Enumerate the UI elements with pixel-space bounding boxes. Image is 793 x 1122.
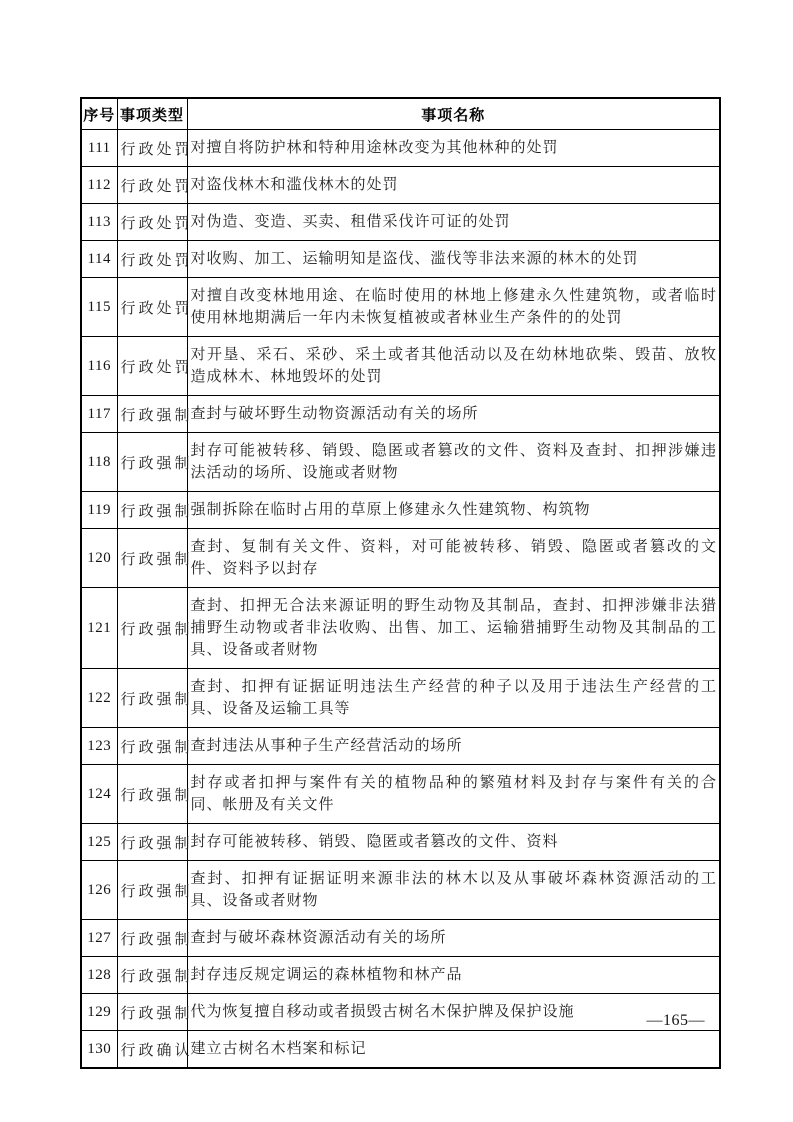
row-item-type: 行政处罚 <box>117 278 187 337</box>
row-item-name: 查封违法从事种子生产经营活动的场所 <box>187 728 720 765</box>
row-item-type: 行政处罚 <box>117 241 187 278</box>
table-row <box>81 204 720 241</box>
row-item-name: 对盗伐林木和滥伐林木的处罚 <box>187 167 720 204</box>
row-item-name: 查封、复制有关文件、资料，对可能被转移、销毁、隐匿或者篡改的文件、资料予以封存 <box>187 529 720 588</box>
table-row <box>81 1031 720 1069</box>
row-serial-number: 113 <box>81 204 117 241</box>
row-item-name: 封存可能被转移、销毁、隐匿或者篡改的文件、资料 <box>187 824 720 861</box>
row-item-name: 查封、扣押有证据证明违法生产经营的种子以及用于违法生产经营的工具、设备及运输工具等 <box>187 669 720 728</box>
items-table <box>80 97 721 1069</box>
table-row <box>81 337 720 396</box>
row-item-name: 对收购、加工、运输明知是盗伐、滥伐等非法来源的林木的处罚 <box>187 241 720 278</box>
row-serial-number: 127 <box>81 920 117 957</box>
row-item-type: 行政强制 <box>117 492 187 529</box>
table-row <box>81 167 720 204</box>
row-item-name: 对伪造、变造、买卖、租借采伐许可证的处罚 <box>187 204 720 241</box>
row-serial-number: 115 <box>81 278 117 337</box>
row-serial-number: 124 <box>81 765 117 824</box>
row-serial-number: 122 <box>81 669 117 728</box>
table-row <box>81 861 720 920</box>
row-item-name: 对擅自改变林地用途、在临时使用的林地上修建永久性建筑物，或者临时使用林地期满后一年内未恢复植被或者林业生产条件的的处罚 <box>187 278 720 337</box>
table-row <box>81 529 720 588</box>
row-item-type: 行政强制 <box>117 529 187 588</box>
row-serial-number: 125 <box>81 824 117 861</box>
table-row <box>81 765 720 824</box>
header-serial-number: 序号 <box>81 98 117 130</box>
table-row <box>81 957 720 994</box>
row-item-type: 行政强制 <box>117 994 187 1031</box>
table-row <box>81 396 720 433</box>
row-serial-number: 123 <box>81 728 117 765</box>
row-serial-number: 120 <box>81 529 117 588</box>
row-item-name: 封存或者扣押与案件有关的植物品种的繁殖材料及封存与案件有关的合同、帐册及有关文件 <box>187 765 720 824</box>
table-row <box>81 824 720 861</box>
row-serial-number: 126 <box>81 861 117 920</box>
row-serial-number: 112 <box>81 167 117 204</box>
row-serial-number: 111 <box>81 130 117 167</box>
row-item-type: 行政强制 <box>117 433 187 492</box>
row-item-type: 行政处罚 <box>117 204 187 241</box>
row-item-type: 行政强制 <box>117 920 187 957</box>
row-item-name: 对擅自将防护林和特种用途林改变为其他林种的处罚 <box>187 130 720 167</box>
row-item-name: 封存可能被转移、销毁、隐匿或者篡改的文件、资料及查封、扣押涉嫌违法活动的场所、设施或者财物 <box>187 433 720 492</box>
row-item-name: 查封与破坏野生动物资源活动有关的场所 <box>187 396 720 433</box>
table-header-row <box>81 98 720 130</box>
row-item-name: 建立古树名木档案和标记 <box>187 1031 720 1069</box>
table-row <box>81 920 720 957</box>
row-item-name: 代为恢复擅自移动或者损毁古树名木保护牌及保护设施 <box>187 994 720 1031</box>
row-item-type: 行政处罚 <box>117 130 187 167</box>
row-item-type: 行政强制 <box>117 861 187 920</box>
row-serial-number: 118 <box>81 433 117 492</box>
table-row <box>81 994 720 1031</box>
row-item-type: 行政处罚 <box>117 337 187 396</box>
table-row <box>81 492 720 529</box>
row-item-name: 强制拆除在临时占用的草原上修建永久性建筑物、构筑物 <box>187 492 720 529</box>
row-item-name: 查封、扣押无合法来源证明的野生动物及其制品，查封、扣押涉嫌非法猎捕野生动物或者非法收购、出售、加工、运输猎捕野生动物及其制品的工具、设备或者财物 <box>187 588 720 669</box>
row-serial-number: 117 <box>81 396 117 433</box>
row-serial-number: 128 <box>81 957 117 994</box>
row-item-type: 行政强制 <box>117 957 187 994</box>
row-item-type: 行政强制 <box>117 824 187 861</box>
row-item-type: 行政强制 <box>117 669 187 728</box>
row-item-name: 对开垦、采石、采砂、采土或者其他活动以及在幼林地砍柴、毁苗、放牧造成林木、林地毁坏的处罚 <box>187 337 720 396</box>
row-item-name: 查封与破坏森林资源活动有关的场所 <box>187 920 720 957</box>
row-item-name: 封存违反规定调运的森林植物和林产品 <box>187 957 720 994</box>
row-serial-number: 114 <box>81 241 117 278</box>
row-serial-number: 116 <box>81 337 117 396</box>
table-row <box>81 278 720 337</box>
table-row <box>81 728 720 765</box>
table-row <box>81 241 720 278</box>
row-serial-number: 119 <box>81 492 117 529</box>
row-item-type: 行政处罚 <box>117 167 187 204</box>
row-serial-number: 121 <box>81 588 117 669</box>
row-item-type: 行政强制 <box>117 588 187 669</box>
row-item-type: 行政确认 <box>117 1031 187 1069</box>
row-item-type: 行政强制 <box>117 396 187 433</box>
table-row <box>81 433 720 492</box>
row-item-name: 查封、扣押有证据证明来源非法的林木以及从事破坏森林资源活动的工具、设备或者财物 <box>187 861 720 920</box>
header-item-type: 事项类型 <box>117 98 187 130</box>
table-row <box>81 130 720 167</box>
page-number: —165— <box>646 1012 705 1029</box>
row-serial-number: 130 <box>81 1031 117 1069</box>
header-item-name: 事项名称 <box>187 98 720 130</box>
table-row <box>81 588 720 669</box>
row-item-type: 行政强制 <box>117 765 187 824</box>
row-serial-number: 129 <box>81 994 117 1031</box>
row-item-type: 行政强制 <box>117 728 187 765</box>
table-row <box>81 669 720 728</box>
